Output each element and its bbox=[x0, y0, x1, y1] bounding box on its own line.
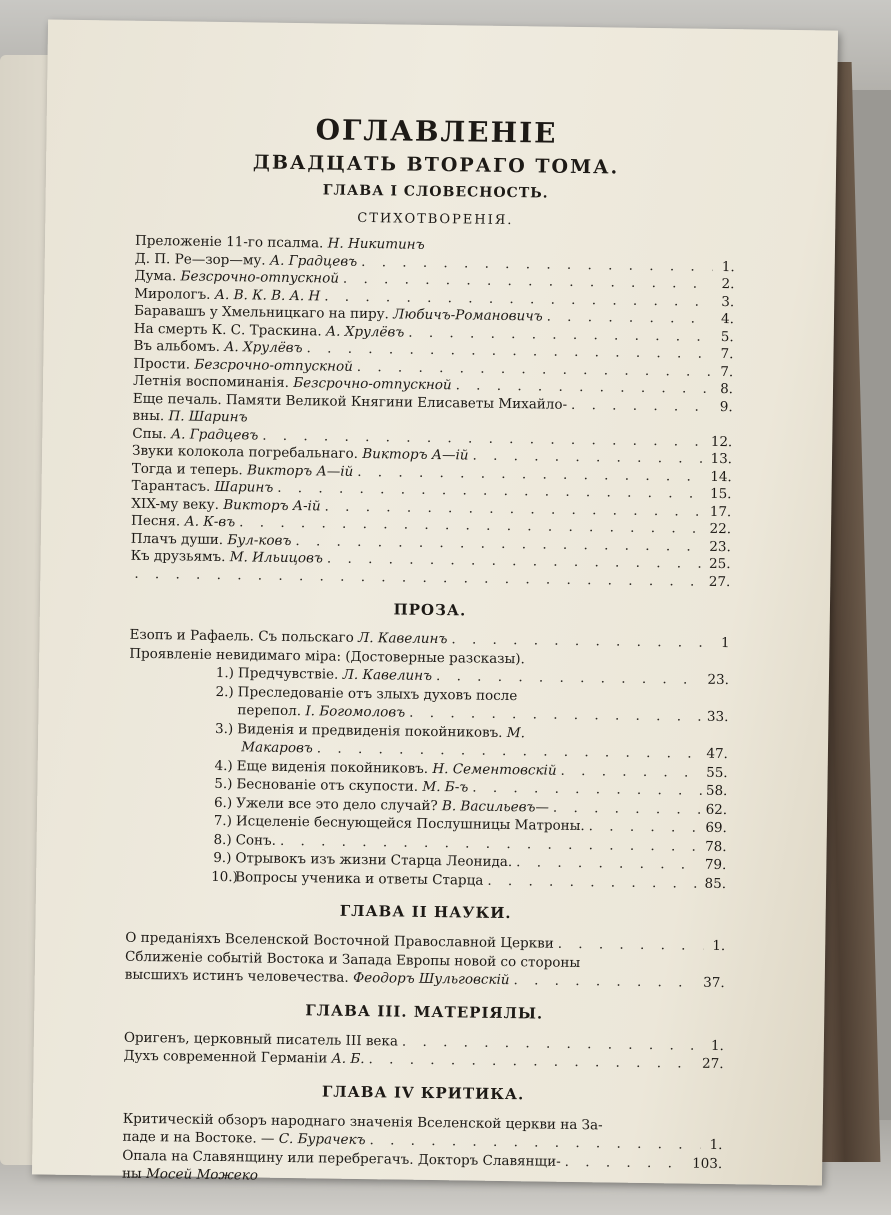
entry-title: Виденiя и предвиденiя покойниковъ. bbox=[237, 720, 503, 741]
entry-page: 55. bbox=[706, 764, 728, 781]
entry-title: Исцеленiе беснующейся Послушницы Матроны. bbox=[235, 813, 585, 835]
entry-title: Критическiй обзоръ народнаго значенiя Вселенской церкви на За- bbox=[122, 1110, 603, 1133]
entry-author: А. Б. bbox=[331, 1050, 365, 1068]
entry-page: 27. bbox=[708, 573, 731, 590]
entry-page: 79. bbox=[704, 856, 727, 874]
entry-title: Дума. bbox=[134, 267, 177, 285]
chapter-2-list bbox=[125, 929, 726, 993]
entry-title: Тарантасъ. bbox=[131, 477, 211, 495]
entry-author: Н. Никитинъ bbox=[327, 235, 425, 253]
chapter-4-heading: ГЛАВА IV КРИТИКА. bbox=[321, 1081, 525, 1103]
entry-page: 17. bbox=[709, 503, 732, 520]
entry-author: В. Васильевъ— bbox=[441, 797, 550, 816]
entry-title: Опала на Славянщину или перебрегачъ. Докторъ Славянщи- bbox=[122, 1147, 561, 1170]
entry-page: 85. bbox=[704, 875, 727, 892]
entry-page: 12. bbox=[710, 433, 733, 450]
leader-dots bbox=[513, 971, 699, 992]
entry-title: Еще печаль. Памяти Великой Княгини Елисаветы Михайло- bbox=[132, 390, 568, 413]
leader-dots bbox=[560, 761, 702, 781]
leader-dots bbox=[571, 396, 711, 415]
entry-page: 1. bbox=[712, 937, 726, 955]
entry-title: Спы. bbox=[132, 425, 167, 442]
entry-author: Безсрочно-отпускной bbox=[194, 356, 353, 375]
entry-title: Преследованiе отъ злыхъ духовъ после bbox=[237, 683, 518, 704]
entry-page: 14. bbox=[710, 468, 732, 485]
entry-author: Шаринъ bbox=[214, 478, 274, 496]
entry-title: Отрывокъ изъ жизни Старца Леонида. bbox=[235, 850, 513, 871]
entry-page: 23. bbox=[707, 671, 730, 689]
entry-author: Викторъ А—iй bbox=[362, 445, 469, 464]
entry-page: 62. bbox=[705, 801, 728, 818]
entry-title: Прости. bbox=[133, 355, 191, 373]
entry-page: 33. bbox=[706, 708, 729, 726]
prose-items-list bbox=[126, 663, 729, 893]
chapter-2-heading: ГЛАВА II НАУКИ. bbox=[339, 901, 512, 923]
entry-page: 4. bbox=[720, 310, 735, 328]
entry-title: Еще виденiя покойниковъ. bbox=[236, 757, 429, 777]
entry-title: ны bbox=[121, 1165, 142, 1182]
chapter-1-heading: ГЛАВА I СЛОВЕСНОСТЬ. bbox=[322, 182, 549, 202]
entry-number: 2.) bbox=[215, 683, 234, 700]
entry-title: вны. bbox=[132, 407, 165, 425]
entry-title: Въ альбомъ. bbox=[133, 337, 221, 355]
entry-title: О преданiяхъ Вселенской Восточной Православной Церкви bbox=[125, 929, 554, 952]
leader-dots bbox=[547, 309, 713, 329]
entry-author: А. К-въ bbox=[184, 513, 236, 531]
entry-title: Преложенiе 11-го псалма. bbox=[134, 232, 324, 252]
entry-page: 8. bbox=[720, 380, 734, 398]
entry-page: 103. bbox=[692, 1155, 723, 1172]
entry-page: 15. bbox=[709, 485, 732, 503]
leader-dots bbox=[553, 798, 702, 819]
entry-author: М. bbox=[506, 724, 526, 741]
entry-author: А. Градцевъ bbox=[170, 425, 259, 444]
entry-title: Беснованiе отъ скупости. bbox=[236, 776, 419, 795]
entry-page: 13. bbox=[710, 450, 733, 468]
entry-page: 1 bbox=[720, 634, 730, 652]
entry-page: 27. bbox=[701, 1055, 724, 1073]
book-page bbox=[32, 20, 838, 1186]
leader-dots bbox=[368, 1050, 698, 1073]
entry-title: Сонъ. bbox=[235, 831, 277, 849]
leader-dots bbox=[589, 817, 702, 837]
entry-title: Песня. bbox=[131, 512, 181, 530]
entry-number: 10.) bbox=[211, 868, 239, 885]
entry-author: Безсрочно-отпускной bbox=[293, 375, 452, 394]
entry-title: паде и на Востоке. — bbox=[122, 1128, 275, 1147]
entry-title: Ужели все это дело случай? bbox=[236, 794, 438, 814]
entry-page: 1. bbox=[709, 1136, 723, 1154]
entry-page: 37. bbox=[703, 974, 725, 992]
chapter-3-list bbox=[124, 1028, 724, 1073]
entry-title: На смерть К. С. Траскина. bbox=[133, 320, 322, 339]
entry-author: Любичъ-Романовичъ bbox=[393, 306, 543, 325]
entry-author: А. Градцевъ bbox=[269, 252, 358, 270]
entry-author: Л. Кавелинъ bbox=[342, 666, 433, 684]
entry-page: 1. bbox=[721, 258, 735, 275]
entry-title: Вопросы ученика и ответы Старца bbox=[235, 868, 484, 889]
table-of-contents bbox=[122, 111, 737, 1192]
entry-author: Макаровъ bbox=[241, 739, 313, 757]
entry-author: Мосей Можеко bbox=[145, 1166, 259, 1184]
prose-heading: ПРОЗА. bbox=[393, 600, 467, 620]
entry-author: А. Хрулёвъ bbox=[224, 339, 303, 357]
entry-number: 7.) bbox=[213, 812, 233, 830]
entry-title: Баравашъ у Хмельницкаго на пиру. bbox=[133, 302, 390, 323]
entry-title: Летнiя воспоминанiя. bbox=[132, 372, 290, 391]
entry-author: С. Бурачекъ bbox=[278, 1130, 366, 1149]
entry-number: 1.) bbox=[215, 664, 235, 682]
entry-author: Л. Кавелинъ bbox=[357, 629, 448, 648]
entry-author: Н. Сементовскiй bbox=[432, 760, 557, 779]
section-verses-heading: СТИХОТВОРЕНІЯ. bbox=[357, 210, 514, 229]
entry-number: 4.) bbox=[214, 757, 233, 774]
leader-dots bbox=[565, 1152, 689, 1172]
entry-page: 22. bbox=[709, 520, 732, 538]
entry-author: А. В. К. В. А. Н bbox=[214, 286, 321, 304]
entry-title: перепол. bbox=[237, 702, 302, 720]
page-subtitle: ДВАДЦАТЬ ВТОРАГО ТОМА. bbox=[252, 151, 620, 179]
entry-number: 8.) bbox=[213, 831, 232, 848]
entry-title: Предчувствiе. bbox=[237, 665, 339, 683]
entry-page: 9. bbox=[719, 398, 733, 415]
entry-title: Оригенъ, церковный писатель III века bbox=[123, 1029, 399, 1050]
prose-intro: Проявленiе невидимаго мiра: (Достоверные разсказы). bbox=[129, 645, 525, 667]
chapter-4-list bbox=[122, 1109, 723, 1191]
entry-author: I. Богомоловъ bbox=[305, 703, 406, 721]
entry-page: 7. bbox=[720, 363, 734, 380]
entry-author: Феодоръ Шульговскiй bbox=[352, 969, 510, 989]
entry-author: Викторъ А—iй bbox=[246, 461, 354, 480]
entry-author: М. Б-ъ bbox=[422, 778, 469, 796]
entry-title: Д. П. Ре—зор—му. bbox=[134, 250, 266, 269]
entry-author: Безсрочно-отпускной bbox=[180, 268, 340, 287]
chapter-3-heading: ГЛАВА III. МАТЕРIЯЛЫ. bbox=[305, 1000, 544, 1023]
entry-title: Езопъ и Рафаель. Съ польскаго bbox=[129, 626, 354, 646]
entry-author: А. Хрулёвъ bbox=[325, 322, 405, 341]
page-title: ОГЛАВЛЕНІЕ bbox=[315, 113, 558, 150]
entry-title: высшихъ истинъ человечества. bbox=[124, 966, 349, 986]
entry-title: Тогда и теперь. bbox=[131, 460, 243, 478]
entry-title: Звуки колокола погребальнаго. bbox=[131, 442, 359, 462]
entry-title: XIX-му веку. bbox=[131, 495, 220, 513]
entry-page: 1. bbox=[710, 1037, 724, 1054]
entry-author: М. Ильицовъ bbox=[229, 549, 324, 567]
entry-number: 5.) bbox=[214, 775, 233, 793]
entry-title: Сближенiе событiй Востока и Запада Европы новой со стороны bbox=[124, 948, 581, 971]
entry-page: 2. bbox=[721, 275, 735, 293]
entry-page: 5. bbox=[720, 328, 734, 345]
entry-page: 23. bbox=[709, 538, 731, 555]
entry-page: 7. bbox=[720, 345, 734, 363]
entry-author: Бул-ковъ bbox=[227, 531, 292, 549]
leader-dots bbox=[487, 871, 701, 892]
entry-number: 3.) bbox=[214, 720, 234, 737]
leader-dots bbox=[558, 935, 704, 956]
entry-title: Къ друзьямъ. bbox=[130, 547, 226, 566]
entry-author: П. Шаринъ bbox=[168, 408, 248, 426]
poems-list bbox=[130, 233, 735, 591]
entry-page: 47. bbox=[706, 745, 729, 763]
entry-page: 58. bbox=[705, 782, 728, 800]
entry-page: 3. bbox=[721, 293, 735, 310]
entry-number: 6.) bbox=[213, 794, 233, 811]
toc-header bbox=[135, 111, 737, 231]
entry-author: Викторъ А-iй bbox=[223, 496, 321, 514]
entry-title: Плачъ души. bbox=[130, 530, 224, 548]
entry-page: 78. bbox=[705, 838, 727, 855]
entry-page: 69. bbox=[705, 819, 727, 837]
entry-number: 9.) bbox=[213, 849, 232, 867]
entry-title: Мирологъ. bbox=[134, 285, 211, 303]
entry-title: Духъ современной Германiи bbox=[123, 1047, 328, 1067]
entry-page: 25. bbox=[708, 555, 731, 573]
